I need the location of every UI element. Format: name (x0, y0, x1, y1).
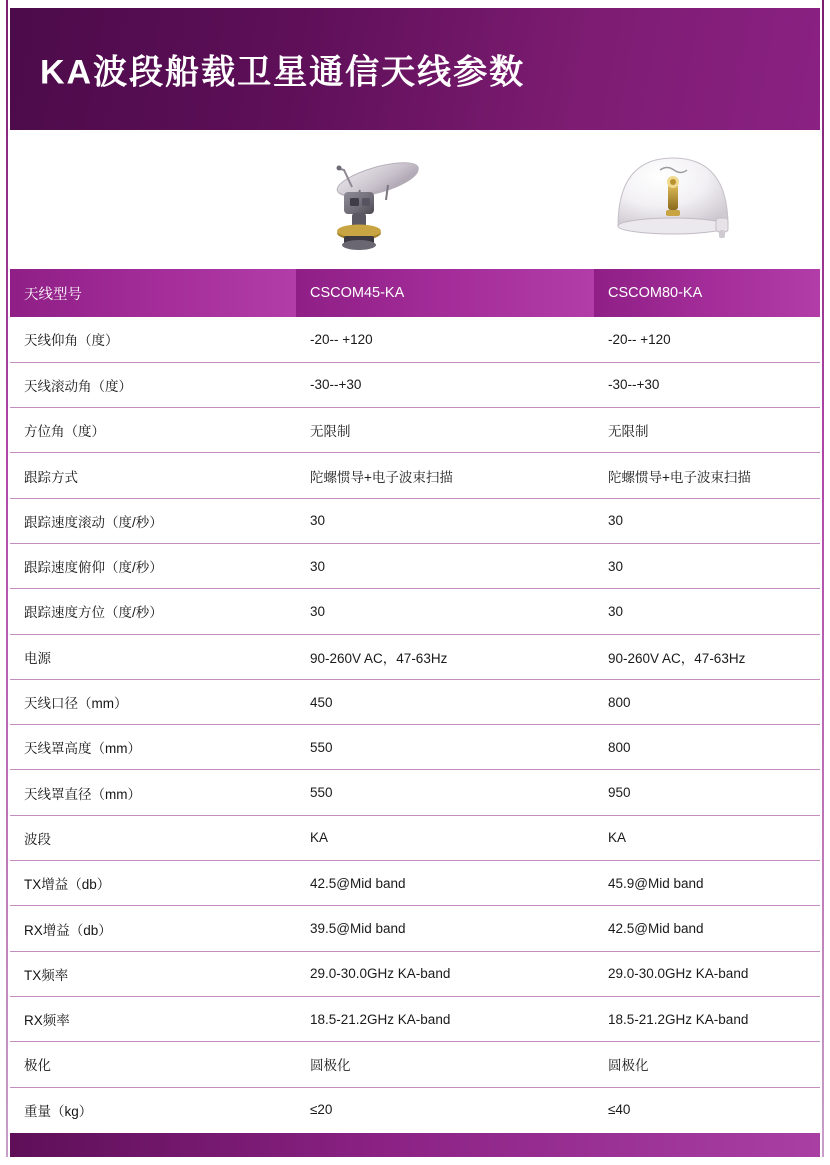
table-row (10, 362, 820, 407)
table-row (10, 634, 820, 679)
row-label: 跟踪速度滚动（度/秒） (10, 498, 296, 543)
page-title: KA波段船载卫星通信天线参数 (40, 53, 526, 92)
footer-bar (10, 1133, 820, 1157)
row-value-cscom80: 18.5-21.2GHz KA-band (594, 996, 820, 1041)
row-label: RX频率 (10, 996, 296, 1041)
row-value-cscom45: KA (296, 815, 594, 860)
row-value-cscom80: -20-- +120 (594, 317, 820, 362)
column-header-cscom45: CSCOM45-KA (296, 269, 594, 317)
product-image-band (10, 132, 820, 269)
row-value-cscom80: 30 (594, 498, 820, 543)
row-value-cscom45: 42.5@Mid band (296, 861, 594, 906)
row-value-cscom80: 42.5@Mid band (594, 906, 820, 951)
table-row (10, 589, 820, 634)
column-header-cscom80: CSCOM80-KA (594, 269, 820, 317)
row-value-cscom45: ≤20 (296, 1087, 594, 1132)
table-row (10, 317, 820, 362)
row-value-cscom45: 90-260V AC，47-63Hz (296, 634, 594, 679)
row-label: 跟踪速度俯仰（度/秒） (10, 543, 296, 588)
row-value-cscom80: 950 (594, 770, 820, 815)
row-value-cscom45: 39.5@Mid band (296, 906, 594, 951)
row-value-cscom80: KA (594, 815, 820, 860)
table-row (10, 861, 820, 906)
row-value-cscom80: 800 (594, 679, 820, 724)
row-value-cscom45: 30 (296, 589, 594, 634)
row-value-cscom45: 无限制 (296, 408, 594, 453)
specifications-table (10, 269, 820, 1132)
row-value-cscom45: 450 (296, 679, 594, 724)
row-value-cscom80: 800 (594, 725, 820, 770)
table-row (10, 770, 820, 815)
row-value-cscom80: 陀螺惯导+电子波束扫描 (594, 453, 820, 498)
table-row (10, 725, 820, 770)
row-label: TX增益（db） (10, 861, 296, 906)
page-bottom-margin (0, 1157, 830, 1165)
table-row (10, 996, 820, 1041)
table-row (10, 408, 820, 453)
row-value-cscom80: 30 (594, 589, 820, 634)
row-label: 跟踪速度方位（度/秒） (10, 589, 296, 634)
row-label: 天线口径（mm） (10, 679, 296, 724)
row-label: 波段 (10, 815, 296, 860)
table-row (10, 1087, 820, 1132)
row-value-cscom80: 45.9@Mid band (594, 861, 820, 906)
row-value-cscom45: 29.0-30.0GHz KA-band (296, 951, 594, 996)
row-label: 方位角（度） (10, 408, 296, 453)
column-header-model: 天线型号 (10, 269, 296, 317)
row-value-cscom45: 18.5-21.2GHz KA-band (296, 996, 594, 1041)
row-value-cscom45: -20-- +120 (296, 317, 594, 362)
row-value-cscom80: -30--+30 (594, 362, 820, 407)
row-value-cscom80: 90-260V AC，47-63Hz (594, 634, 820, 679)
table-row (10, 951, 820, 996)
row-label: 天线仰角（度） (10, 317, 296, 362)
row-label: 电源 (10, 634, 296, 679)
antenna-photo-cscom80 (598, 140, 748, 260)
row-value-cscom80: ≤40 (594, 1087, 820, 1132)
row-label: RX增益（db） (10, 906, 296, 951)
row-value-cscom45: 陀螺惯导+电子波束扫描 (296, 453, 594, 498)
table-header-row (10, 269, 820, 317)
row-value-cscom45: -30--+30 (296, 362, 594, 407)
table-row (10, 498, 820, 543)
row-label: 重量（kg） (10, 1087, 296, 1132)
table-row (10, 906, 820, 951)
row-label: 天线罩高度（mm） (10, 725, 296, 770)
row-value-cscom80: 29.0-30.0GHz KA-band (594, 951, 820, 996)
row-label: 极化 (10, 1042, 296, 1087)
right-border-rule (822, 0, 824, 1165)
antenna-photo-cscom45 (300, 140, 450, 260)
table-row (10, 679, 820, 724)
table-row (10, 453, 820, 498)
row-label: 跟踪方式 (10, 453, 296, 498)
table-row (10, 815, 820, 860)
left-border-rule (6, 0, 8, 1165)
table-row (10, 1042, 820, 1087)
row-value-cscom45: 30 (296, 543, 594, 588)
row-value-cscom45: 圆极化 (296, 1042, 594, 1087)
row-value-cscom80: 圆极化 (594, 1042, 820, 1087)
row-label: TX频率 (10, 951, 296, 996)
row-value-cscom80: 无限制 (594, 408, 820, 453)
table-row (10, 543, 820, 588)
row-value-cscom80: 30 (594, 543, 820, 588)
row-value-cscom45: 30 (296, 498, 594, 543)
row-label: 天线罩直径（mm） (10, 770, 296, 815)
row-value-cscom45: 550 (296, 770, 594, 815)
row-label: 天线滚动角（度） (10, 362, 296, 407)
page-header (10, 8, 820, 130)
row-value-cscom45: 550 (296, 725, 594, 770)
